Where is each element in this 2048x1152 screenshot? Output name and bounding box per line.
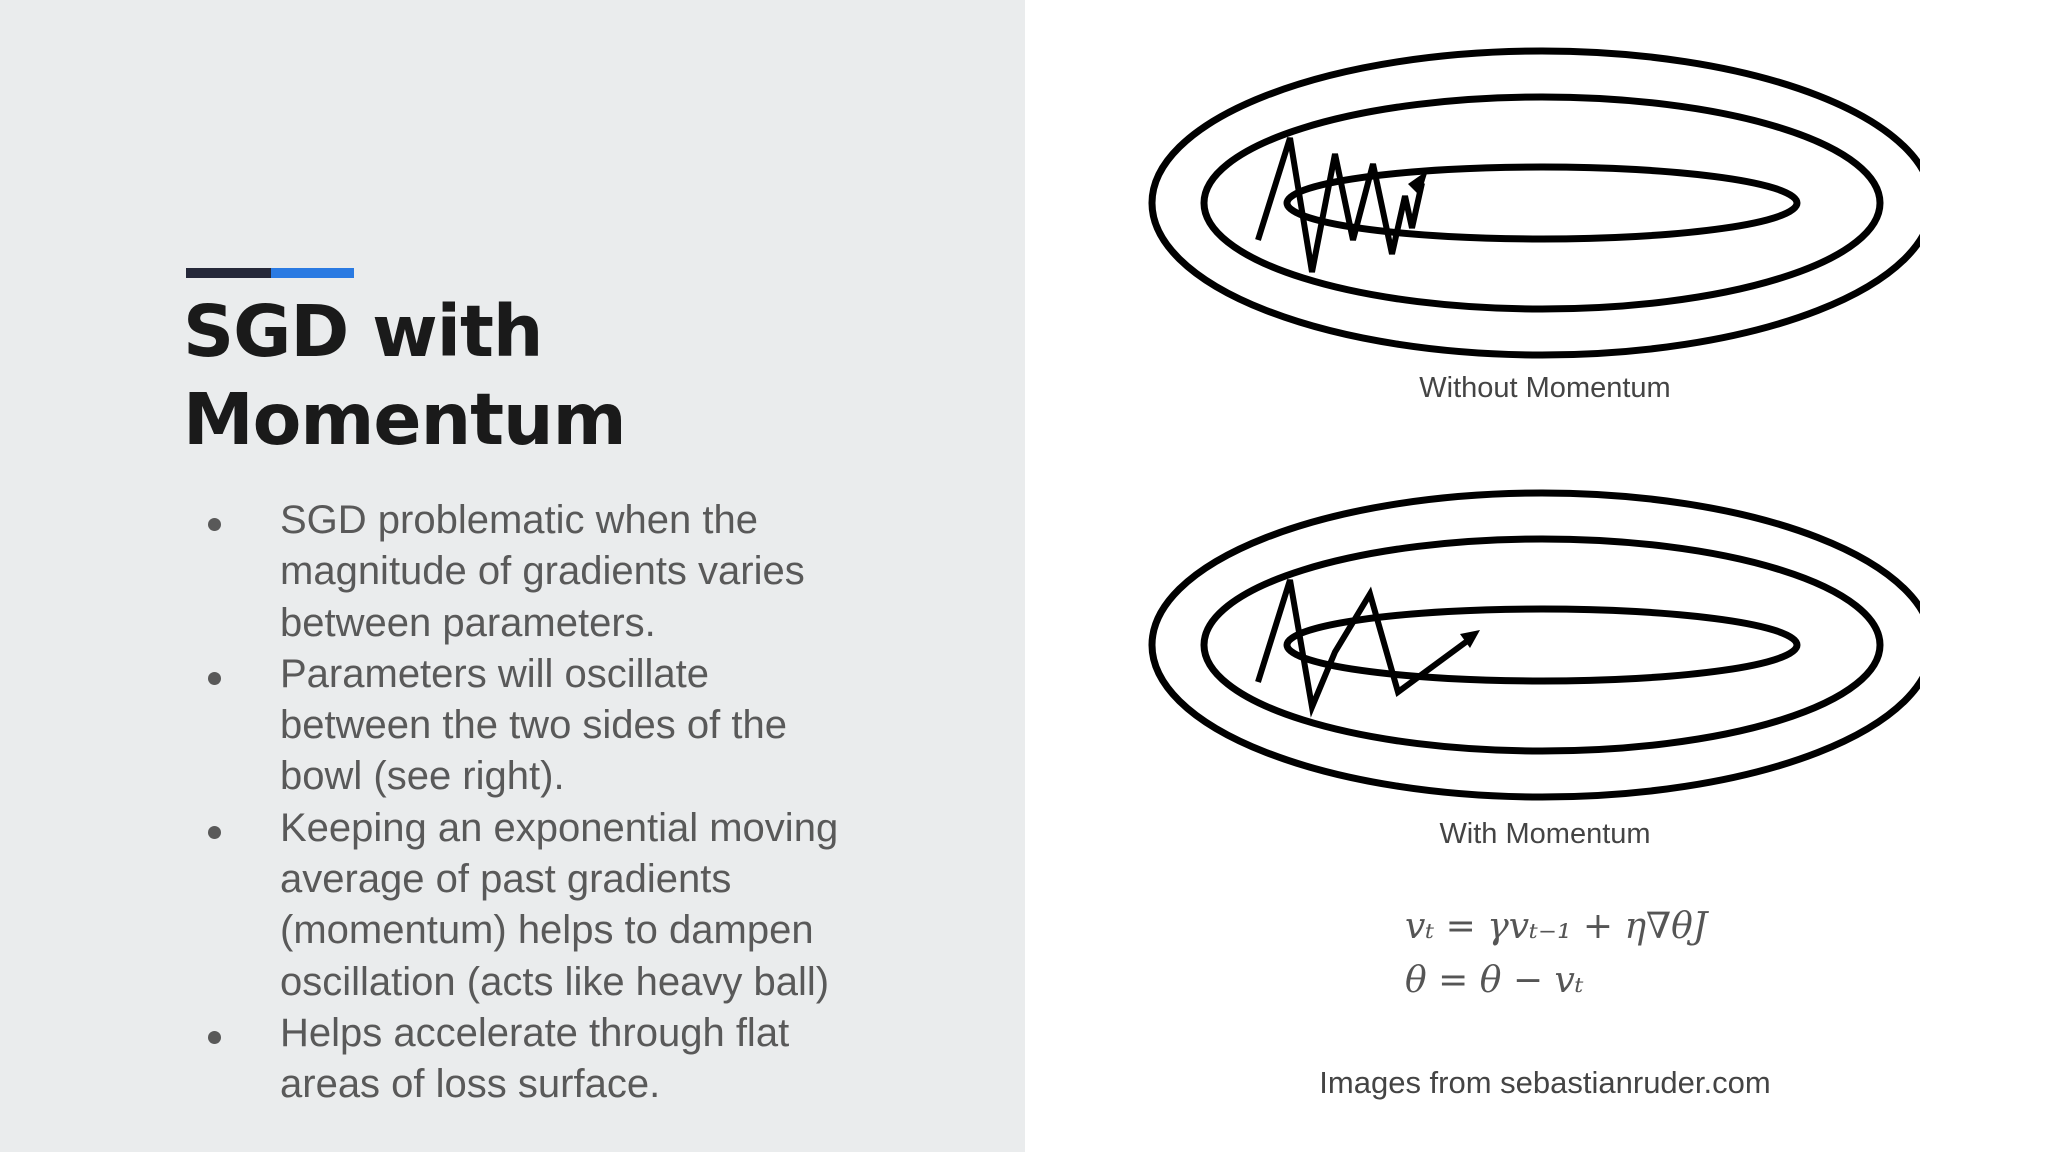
title-accent-bar <box>186 268 354 278</box>
slide-title-line: Momentum <box>183 378 626 461</box>
bullet-item <box>200 495 1000 649</box>
contour-ellipse-middle <box>1204 539 1880 751</box>
bullet-dot-icon <box>208 826 221 839</box>
velocity-update-equation: vₜ = γvₜ₋₁ + η∇θJ <box>1405 906 1708 947</box>
figure-caption-no-momentum: Without Momentum <box>1419 372 1671 404</box>
parameter-update-equation: θ = θ − vₜ <box>1405 960 1584 1001</box>
contour-figure-no-momentum <box>1130 40 1920 370</box>
bullet-dot-icon <box>208 1031 221 1044</box>
bullet-list <box>200 495 1000 1111</box>
figure-caption-with-momentum: With Momentum <box>1439 818 1651 850</box>
bullet-text-line: between parameters. <box>280 600 656 645</box>
slide-title-line: SGD with <box>183 290 543 373</box>
bullet-text-line: SGD problematic when the <box>280 498 759 542</box>
bullet-text-line: average of past gradients <box>280 857 732 902</box>
bullet-item <box>200 649 1000 803</box>
bullet-dot-icon <box>208 518 221 531</box>
contour-ellipse-middle <box>1204 97 1880 309</box>
image-credit: Images from sebastianruder.com <box>1319 1065 1771 1100</box>
bullet-text-line: Keeping an exponential moving <box>280 805 839 850</box>
bullet-text-line: between the two sides of the <box>280 703 787 748</box>
bullet-text-line: bowl (see right). <box>280 754 565 799</box>
bullet-item <box>200 1008 1000 1111</box>
contour-ellipse-inner <box>1287 609 1797 681</box>
bullet-text-line: (momentum) helps to dampen <box>280 908 814 953</box>
bullet-text-line: Helps accelerate through flat <box>280 1010 790 1055</box>
bullet-dot-icon <box>208 672 221 685</box>
bullet-text-line: oscillation (acts like heavy ball) <box>280 959 830 1004</box>
bullet-text-line: Parameters will oscillate <box>280 651 710 696</box>
accent-blue-segment <box>271 268 354 278</box>
momentum-equations <box>1405 900 1707 1008</box>
zigzag-path-no-momentum <box>1258 138 1422 272</box>
bullet-text-line: magnitude of gradients varies <box>280 549 805 594</box>
slide-title <box>183 288 963 464</box>
bullet-item <box>200 803 1000 1008</box>
contour-figure-with-momentum <box>1130 482 1920 812</box>
bullet-text-line: areas of loss surface. <box>280 1062 661 1107</box>
accent-dark-segment <box>186 268 271 278</box>
